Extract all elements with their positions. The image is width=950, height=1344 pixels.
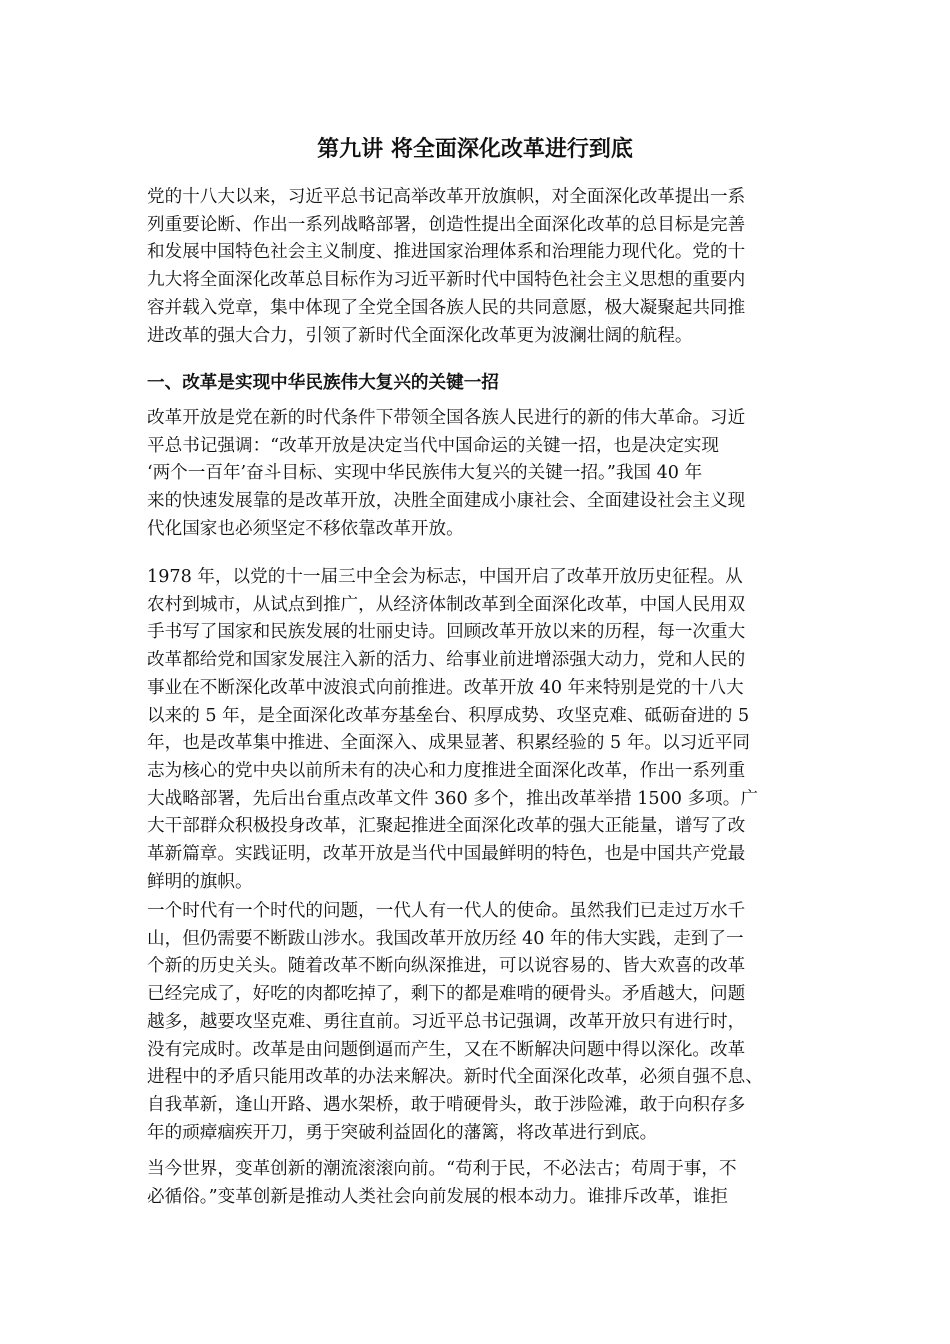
text-line: 手书写了国家和民族发展的壮丽史诗。回顾改革开放以来的历程，每一次重大 [147,622,746,643]
body-paragraph-3 [147,898,807,1147]
text-line: 列重要论断、作出一系列战略部署，创造性提出全面深化改革的总目标是完善 [147,214,746,235]
intro-paragraph [147,184,807,350]
text-line: 农村到城市，从试点到推广，从经济体制改革到全面深化改革，中国人民用双 [147,594,746,615]
text-line: 志为核心的党中央以前所未有的决心和力度推进全面深化改革，作出一系列重 [147,760,746,781]
text-line: 进程中的矛盾只能用改革的办法来解决。新时代全面深化改革，必须自强不息、 [147,1067,763,1088]
text-line: 来的快速发展靠的是改革开放，决胜全面建成小康社会、全面建设社会主义现 [147,491,746,512]
text-line: 代化国家也必须坚定不移依靠改革开放。 [147,518,464,539]
text-line: 进改革的强大合力，引领了新时代全面深化改革更为波澜壮阔的航程。 [147,325,693,346]
body-paragraph-1 [147,405,807,544]
text-line: 事业在不断深化改革中波浪式向前推进。改革开放 40 年来特别是党的十八大 [147,677,744,698]
text-line: 一个时代有一个时代的问题，一代人有一代人的使命。虽然我们已走过万水千 [147,901,746,921]
text-line: 年的顽瘴痼疾开刀，勇于突破利益固化的藩篱，将改革进行到底。 [147,1122,658,1143]
text-line: 大干部群众积极投身改革，汇聚起推进全面深化改革的强大正能量，谱写了改 [147,816,746,837]
document-title: 第九讲 将全面深化改革进行到底 [317,137,633,162]
text-line: 年，也是改革集中推进、全面深入、成果显著、积累经验的 5 年。以习近平同 [147,733,750,754]
text-line: 党的十八大以来，习近平总书记高举改革开放旗帜，对全面深化改革提出一系 [147,187,746,207]
text-line: 山，但仍需要不断跋山涉水。我国改革开放历经 40 年的伟大实践，走到了一 [147,928,744,949]
text-line: 没有完成时。改革是由问题倒逼而产生，又在不断解决问题中得以深化。改革 [147,1039,746,1060]
text-line: ‘两个一百年’奋斗目标、实现中华民族伟大复兴的关键一招。”我国 40 年 [147,463,703,484]
text-line: 当今世界，变革创新的潮流滚滚向前。“苟利于民，不必法古；苟周于事，不 [147,1159,737,1179]
text-line: 必循俗。”变革创新是推动人类社会向前发展的根本动力。谁排斥改革，谁拒 [147,1186,728,1207]
section-heading: 一、改革是实现中华民族伟大复兴的关键一招 [147,373,499,393]
text-line: 改革都给党和国家发展注入新的活力、给事业前进增添强大动力，党和人民的 [147,650,746,671]
text-line: 九大将全面深化改革总目标作为习近平新时代中国特色社会主义思想的重要内 [147,270,746,291]
text-line: 和发展中国特色社会主义制度、推进国家治理体系和治理能力现代化。党的十 [147,242,746,263]
text-line: 大战略部署，先后出台重点改革文件 360 多个，推出改革举措 1500 多项。广 [147,788,758,809]
text-line: 个新的历史关头。随着改革不断向纵深推进，可以说容易的、皆大欢喜的改革 [147,956,746,977]
text-line: 容并载入党章，集中体现了全党全国各族人民的共同意愿，极大凝聚起共同推 [147,297,746,318]
text-line: 越多，越要攻坚克难、勇往直前。习近平总书记强调，改革开放只有进行时， [147,1011,746,1032]
body-paragraph-4 [147,1156,807,1211]
text-line: 革新篇章。实践证明，改革开放是当代中国最鲜明的特色，也是中国共产党最 [147,844,746,865]
text-line: 改革开放是党在新的时代条件下带领全国各族人民进行的新的伟大革命。习近 [147,408,746,428]
text-line: 鲜明的旗帜。 [147,871,253,892]
text-line: 自我革新，逢山开路、遇水架桥，敢于啃硬骨头，敢于涉险滩，敢于向积存多 [147,1094,746,1115]
body-paragraph-2 [147,564,807,896]
text-line: 以来的 5 年，是全面深化改革夯基垒台、积厚成势、攻坚克难、砥砺奋进的 5 [147,705,750,726]
text-line: 平总书记强调：“改革开放是决定当代中国命运的关键一招，也是决定实现 [147,435,719,456]
text-line: 1978 年，以党的十一届三中全会为标志，中国开启了改革开放历史征程。从 [147,567,743,587]
text-line: 已经完成了，好吃的肉都吃掉了，剩下的都是难啃的硬骨头。矛盾越大，问题 [147,984,746,1005]
